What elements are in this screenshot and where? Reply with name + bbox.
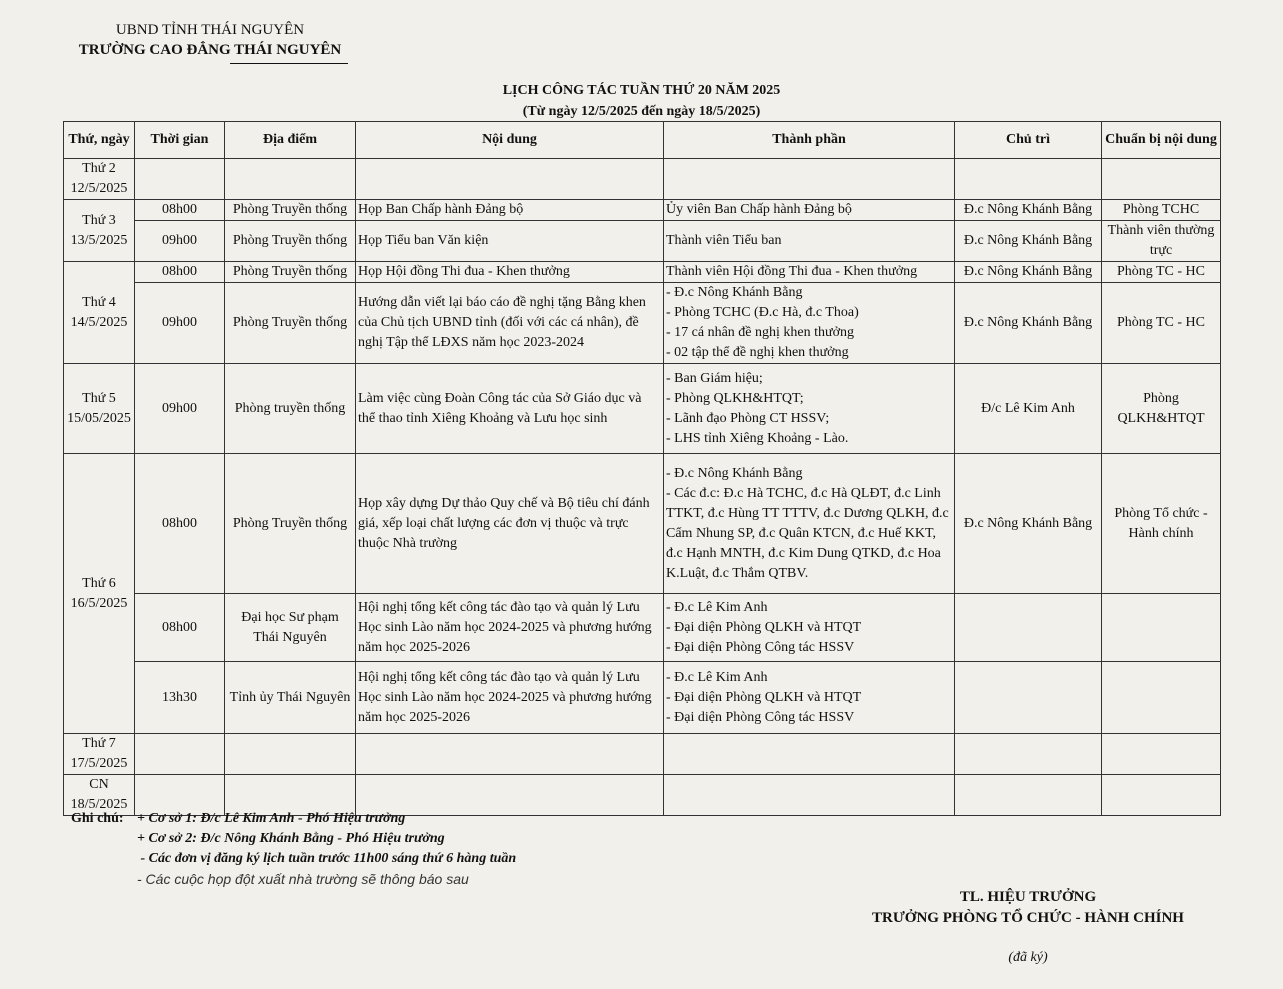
day-name: Thứ 3 <box>82 212 116 228</box>
prep-cell: Phòng TC - HC <box>1102 283 1221 364</box>
note-line: - Các cuộc họp đột xuất nhà trường sẽ thông báo sau <box>137 871 469 887</box>
chair-cell: Đ.c Nông Khánh Bằng <box>955 221 1102 262</box>
day-name: Thứ 7 <box>82 736 116 751</box>
notes-section <box>71 809 516 889</box>
empty-cell <box>356 159 664 200</box>
member-line: Thành viên Tiểu ban <box>666 233 782 248</box>
time-cell: 08h00 <box>135 454 225 594</box>
table-row <box>64 283 1221 364</box>
time-cell: 09h00 <box>135 221 225 262</box>
empty-cell <box>664 159 955 200</box>
member-line: - Đ.c Lê Kim Anh <box>666 669 768 685</box>
day-name: Thứ 4 <box>82 294 116 310</box>
chair-cell <box>955 662 1102 734</box>
member-line: - Phòng QLKH&HTQT; <box>666 390 804 406</box>
time-cell: 13h30 <box>135 662 225 734</box>
header-underline <box>230 63 348 64</box>
members-cell <box>664 200 955 221</box>
place-cell: Phòng Truyền thống <box>225 283 356 364</box>
chair-cell: Đ.c Nông Khánh Bằng <box>955 200 1102 221</box>
place-cell: Tỉnh ủy Thái Nguyên <box>225 662 356 734</box>
school-name: TRƯỜNG CAO ĐẲNG THÁI NGUYÊN <box>78 42 342 58</box>
col-header-day: Thứ, ngày <box>64 122 135 159</box>
member-line: Thành viên Hội đồng Thi đua - Khen thưởng <box>666 264 918 279</box>
members-cell <box>664 594 955 662</box>
empty-cell <box>955 775 1102 816</box>
empty-cell <box>1102 159 1221 200</box>
day-date: 13/5/2025 <box>70 232 128 248</box>
day-date: 18/5/2025 <box>70 797 128 812</box>
time-cell: 08h00 <box>135 594 225 662</box>
prep-cell: Thành viên thường trực <box>1102 221 1221 262</box>
content-cell: Họp Hội đồng Thi đua - Khen thưởng <box>356 262 664 283</box>
table-row <box>64 364 1221 454</box>
empty-cell <box>356 734 664 775</box>
time-cell: 09h00 <box>135 283 225 364</box>
signature-position: TRƯỞNG PHÒNG TỔ CHỨC - HÀNH CHÍNH <box>872 910 1184 926</box>
empty-cell <box>1102 775 1221 816</box>
day-date: 17/5/2025 <box>70 756 128 771</box>
table-row <box>64 262 1221 283</box>
member-line: - Phòng TCHC (Đ.c Hà, đ.c Thoa) <box>666 305 859 320</box>
day-date: 15/05/2025 <box>67 410 131 426</box>
empty-cell <box>664 775 955 816</box>
empty-cell <box>225 734 356 775</box>
table-row <box>64 662 1221 734</box>
prep-cell: Phòng Tổ chức - Hành chính <box>1102 454 1221 594</box>
prep-cell: Phòng QLKH&HTQT <box>1102 364 1221 454</box>
signature-title: TL. HIỆU TRƯỞNG <box>959 889 1097 905</box>
col-header-chair: Chủ trì <box>955 122 1102 159</box>
member-line: - LHS tỉnh Xiêng Khoảng - Lào. <box>666 430 849 446</box>
prep-cell: Phòng TCHC <box>1102 200 1221 221</box>
content-cell: Làm việc cùng Đoàn Công tác của Sở Giáo dục và thể thao tỉnh Xiêng Khoảng và Lưu học sinh <box>356 364 664 454</box>
col-header-prep: Chuẩn bị nội dung <box>1102 122 1221 159</box>
member-line: - Các đ.c: Đ.c Hà TCHC, đ.c Hà QLĐT, đ.c Linh TTKT, đ.c Hùng TT TTTV, đ.c Dương QLKH, đ.c Cẩm Nhung SP, đ.c Quân KTCN, đ.c Huế KKT, đ.c Hạnh MNTH, đ.c Kim Dung QTKD, đ.c Hoa K.Luật, đ.c Thắm QTBV. <box>666 485 949 581</box>
col-header-content: Nội dung <box>356 122 664 159</box>
chair-cell: Đ/c Lê Kim Anh <box>955 364 1102 454</box>
day-date: 14/5/2025 <box>70 314 128 330</box>
content-cell: Hội nghị tổng kết công tác đào tạo và quản lý Lưu Học sinh Lào năm học 2024-2025 và phương hướng năm học 2025-2026 <box>356 662 664 734</box>
schedule-date-range: (Từ ngày 12/5/2025 đến ngày 18/5/2025) <box>522 104 761 119</box>
empty-cell <box>664 734 955 775</box>
member-line: - 17 cá nhân đề nghị khen thưởng <box>666 325 855 340</box>
empty-cell <box>135 734 225 775</box>
member-line: Ủy viên Ban Chấp hành Đảng bộ <box>666 202 852 217</box>
member-line: - Đ.c Nông Khánh Bằng <box>666 285 803 300</box>
day-cell <box>64 159 135 200</box>
place-cell: Đại học Sư phạm Thái Nguyên <box>225 594 356 662</box>
chair-cell: Đ.c Nông Khánh Bằng <box>955 454 1102 594</box>
content-cell: Hội nghị tổng kết công tác đào tạo và quản lý Lưu Học sinh Lào năm học 2024-2025 và phương hướng năm học 2025-2026 <box>356 594 664 662</box>
day-cell <box>64 262 135 364</box>
signature-status: (đã ký) <box>1008 950 1048 965</box>
member-line: - Lãnh đạo Phòng CT HSSV; <box>666 410 830 426</box>
note-line: + Cơ sở 2: Đ/c Nông Khánh Bằng - Phó Hiệu trưởng <box>137 831 445 846</box>
table-row <box>64 734 1221 775</box>
day-date: 16/5/2025 <box>70 595 128 611</box>
members-cell <box>664 221 955 262</box>
member-line: - Đại diện Phòng QLKH và HTQT <box>666 689 862 705</box>
table-row <box>64 454 1221 594</box>
day-date: 12/5/2025 <box>70 181 128 196</box>
table-row <box>64 159 1221 200</box>
note-line: - Các đơn vị đăng ký lịch tuần trước 11h00 sáng thứ 6 hàng tuần <box>137 851 517 866</box>
member-line: - 02 tập thể đề nghị khen thưởng <box>666 345 849 360</box>
day-cell <box>64 200 135 262</box>
table-row <box>64 594 1221 662</box>
chair-cell: Đ.c Nông Khánh Bằng <box>955 283 1102 364</box>
member-line: - Đại diện Phòng QLKH và HTQT <box>666 619 862 635</box>
chair-cell: Đ.c Nông Khánh Bằng <box>955 262 1102 283</box>
time-cell: 08h00 <box>135 200 225 221</box>
table-row <box>64 221 1221 262</box>
members-cell <box>664 283 955 364</box>
place-cell: Phòng Truyền thống <box>225 454 356 594</box>
content-cell: Họp Ban Chấp hành Đảng bộ <box>356 200 664 221</box>
member-line: - Đ.c Lê Kim Anh <box>666 599 768 615</box>
place-cell: Phòng Truyền thống <box>225 221 356 262</box>
place-cell: Phòng truyền thống <box>225 364 356 454</box>
empty-cell <box>955 734 1102 775</box>
col-header-members: Thành phần <box>664 122 955 159</box>
notes-label: Ghi chú: <box>71 811 124 826</box>
day-cell <box>64 734 135 775</box>
schedule-table <box>63 121 1221 816</box>
member-line: - Đại diện Phòng Công tác HSSV <box>666 709 855 725</box>
members-cell <box>664 262 955 283</box>
content-cell: Họp Tiểu ban Văn kiện <box>356 221 664 262</box>
members-cell <box>664 454 955 594</box>
schedule-title: LỊCH CÔNG TÁC TUẦN THỨ 20 NĂM 2025 <box>502 83 781 98</box>
empty-cell <box>955 159 1102 200</box>
empty-cell <box>135 159 225 200</box>
table-row <box>64 200 1221 221</box>
agency-name: UBND TỈNH THÁI NGUYÊN <box>115 22 305 38</box>
members-cell <box>664 662 955 734</box>
day-cell <box>64 364 135 454</box>
time-cell: 08h00 <box>135 262 225 283</box>
prep-cell <box>1102 594 1221 662</box>
day-name: Thứ 6 <box>82 575 116 591</box>
members-cell <box>664 364 955 454</box>
day-name: Thứ 5 <box>82 390 116 406</box>
member-line: - Đ.c Nông Khánh Bằng <box>666 465 803 481</box>
prep-cell <box>1102 662 1221 734</box>
place-cell: Phòng Truyền thống <box>225 262 356 283</box>
empty-cell <box>1102 734 1221 775</box>
org-header <box>78 20 342 64</box>
day-name: CN <box>89 777 109 792</box>
member-line: - Ban Giám hiệu; <box>666 370 763 386</box>
content-cell: Hướng dẫn viết lại báo cáo đề nghị tặng Bằng khen của Chủ tịch UBND tỉnh (đối với các cá nhân), đề nghị Tập thể LĐXS năm học 2023-2024 <box>356 283 664 364</box>
place-cell: Phòng Truyền thống <box>225 200 356 221</box>
chair-cell <box>955 594 1102 662</box>
day-cell <box>64 454 135 734</box>
note-line: + Cơ sở 1: Đ/c Lê Kim Anh - Phó Hiệu trưởng <box>137 811 406 826</box>
prep-cell: Phòng TC - HC <box>1102 262 1221 283</box>
col-header-place: Địa điểm <box>225 122 356 159</box>
table-header-row <box>64 122 1221 159</box>
col-header-time: Thời gian <box>135 122 225 159</box>
day-name: Thứ 2 <box>82 161 116 176</box>
time-cell: 09h00 <box>135 364 225 454</box>
empty-cell <box>225 159 356 200</box>
member-line: - Đại diện Phòng Công tác HSSV <box>666 639 855 655</box>
content-cell: Họp xây dựng Dự thảo Quy chế và Bộ tiêu chí đánh giá, xếp loại chất lượng các đơn vị thuộc và trực thuộc Nhà trường <box>356 454 664 594</box>
